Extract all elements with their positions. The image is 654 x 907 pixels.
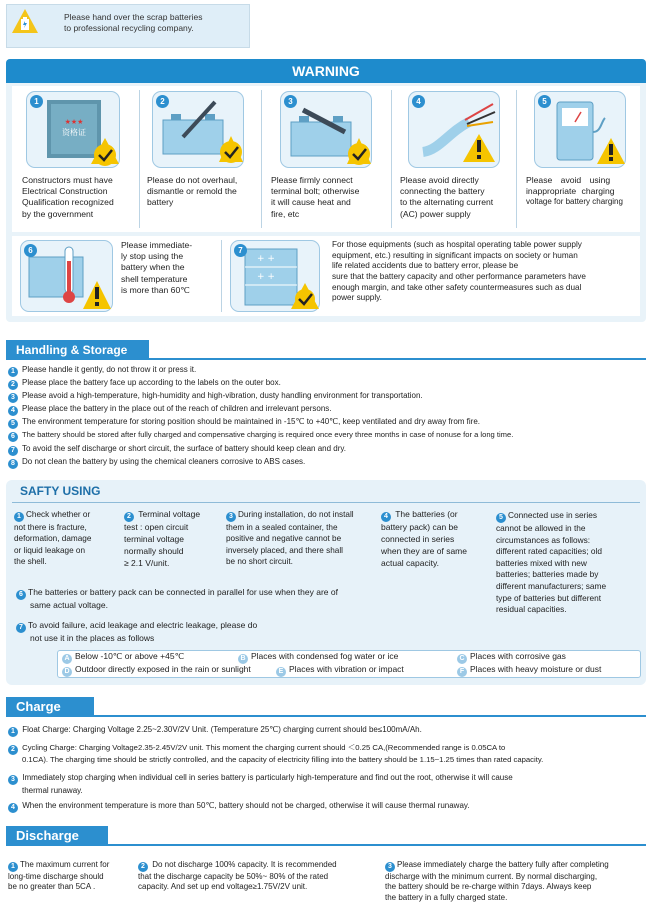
warning-number-2: 2: [156, 95, 169, 108]
warning-title: WARNING: [6, 59, 646, 83]
safty-title: SAFTY USING: [20, 484, 101, 498]
charge-title: Charge: [6, 697, 94, 717]
warning-item-2-text: Please do not overhaul, dismantle or remold the battery: [147, 175, 238, 208]
handling-item: 7 To avoid the self discharge or short circuit, the surface of battery should keep clean and dry.: [8, 444, 346, 456]
safty-item-6: 6 The batteries or battery pack can be connected in parallel for use when they are of same actual voltage.: [16, 587, 486, 612]
warning-item-3-text: Please firmly connect terminal bolt; otherwise it will cause heat and fire, etc: [271, 175, 360, 219]
handling-item: 3 Please avoid a high-temperature, high-humidity and high-vibration, dusty handling environment for transportation.: [8, 391, 423, 403]
warning-number-6: 6: [24, 244, 37, 257]
discharge-rule: [6, 844, 646, 846]
charge-item-2: 2 Cycling Charge: Charging Voltage2.35-2.45V/2V unit. This moment the charging current should ＜0.25 CA,(Recommended range is 0.05CA to 0.1CA). The charging time should be strictly controlled, and the capacity of electricity filling into the battery should be 1.15~1.25 times than rated capacity.: [8, 743, 543, 766]
handling-item: 6 The battery should be stored after fully charged and compensative charging is required once every three months in case of nonuse for a long time.: [8, 430, 513, 442]
recycle-line-1: Please hand over the scrap batteries: [64, 12, 203, 22]
place-item-d: D Outdoor directly exposed in the rain or sunlight: [62, 664, 251, 677]
svg-text:+ +: + +: [257, 272, 275, 282]
safty-item-7: 7 To avoid failure, acid leakage and electric leakage, please do not use it in the places as follows: [16, 620, 486, 645]
divider: [139, 90, 140, 228]
safty-item-1: 1 Check whether or not there is fracture, deformation, damage or liquid leakage on the shell.: [14, 510, 92, 567]
discharge-item-3: 3 Please immediately charge the battery fully after completing discharge with the minimum current. By normal discharging, the battery should be re-charge within 7days. Always keep the battery in a fully charged state.: [385, 860, 609, 902]
warning-item-4-text: Please avoid directly connecting the battery to the alternating current (AC) power supply: [400, 175, 494, 219]
warning-number-3: 3: [284, 95, 297, 108]
handling-title: Handling & Storage: [6, 340, 149, 360]
discharge-item-1: 1 The maximum current for long-time discharge should be no greater than 5CA .: [8, 860, 110, 892]
place-item-e: E Places with vibration or impact: [276, 664, 404, 677]
certificate-badge: 资格证: [62, 128, 86, 137]
warning-item-7-text: For those equipments (such as hospital operating table power supply equipment, etc.) resulting in significant impacts on society or human life related accidents due to battery error, please be sure that the battery capacity and other performance parameters have enough margin, and take other safety countermeasures such as dual power supply.: [332, 240, 586, 303]
warning-item-1-text: Constructors must have Electrical Construction Qualification recognized by the government: [22, 175, 114, 219]
charge-item-1: 1 Float Charge: Charging Voltage 2.25~2.30V/2V Unit. (Temperature 25℃) charging current should be≤100mA/Ah.: [8, 724, 422, 737]
svg-text:★★★: ★★★: [64, 118, 84, 126]
place-item-c: C Places with corrosive gas: [457, 651, 566, 664]
divider: [516, 90, 517, 228]
place-item-f: F Places with heavy moisture or dust: [457, 664, 601, 677]
handling-item: 1 Please handle it gently, do not throw it or press it.: [8, 365, 196, 377]
safty-item-4: 4 The batteries (or battery pack) can be connected in series when they are of same actual capacity.: [381, 509, 467, 568]
charge-item-3: 3 Immediately stop charging when individual cell in series battery is particularly high-temperature and find out the root, otherwise it will cause thermal runaway.: [8, 772, 513, 796]
place-item-b: B Places with condensed fog water or ice: [238, 651, 398, 664]
warning-item-6-text: Please immediate- ly stop using the battery when the shell temperature is more than 60℃: [121, 240, 193, 295]
divider: [221, 240, 222, 312]
handling-item: 8 Do not clean the battery by using the chemical cleaners corrosive to ABS cases.: [8, 457, 305, 469]
handling-item: 4 Please place the battery in the place out of the reach of children and irrelevant persons.: [8, 404, 332, 416]
warning-number-1: 1: [30, 95, 43, 108]
charge-item-4: 4 When the environment temperature is more than 50℃, battery should not be charged, otherwise it will cause thermal runaway.: [8, 800, 470, 813]
warning-number-7: 7: [234, 244, 247, 257]
safty-item-5: 5 Connected use in series cannot be allowed in the circumstances as follows: different rated capacities; old batteries mixed with new batteries; batteries made by different manufacturers; same type of batteries but different residual capacities.: [496, 510, 607, 615]
svg-text:+ +: + +: [257, 254, 275, 264]
divider: [391, 90, 392, 228]
recycle-text: [64, 12, 239, 33]
place-item-a: A Below -10℃ or above +45℃: [62, 651, 184, 664]
handling-item: 5 The environment temperature for storing position should be maintained in -15℃ to +40℃, keep ventilated and dry away from fire.: [8, 417, 480, 429]
warning-number-4: 4: [412, 95, 425, 108]
discharge-title: Discharge: [6, 826, 108, 846]
warning-item-5-text: Please avoid using inappropriate charging voltage for battery charging: [526, 175, 623, 207]
recycle-battery-icon: [10, 7, 40, 37]
safty-item-2: 2 Terminal voltage test : open circuit terminal voltage normally should ≥ 2.1 V/unit.: [124, 509, 201, 568]
recycle-line-2: to professional recycling company.: [64, 22, 194, 33]
safty-rule: [12, 502, 640, 503]
handling-item: 2 Please place the battery face up according to the labels on the outer box.: [8, 378, 281, 390]
safty-item-3: 3 During installation, do not install them in a sealed container, the positive and negative cannot be inversely placed, and there shall be no short circuit.: [226, 510, 354, 567]
handling-rule: [6, 358, 646, 360]
divider: [261, 90, 262, 228]
discharge-item-2: 2 Do not discharge 100% capacity. It is recommended that the discharge capacity be 50%~ 80% of the rated capacity. And set up end voltage≥1.75V/2V unit.: [138, 860, 337, 892]
charge-rule: [6, 715, 646, 717]
warning-number-5: 5: [538, 95, 551, 108]
